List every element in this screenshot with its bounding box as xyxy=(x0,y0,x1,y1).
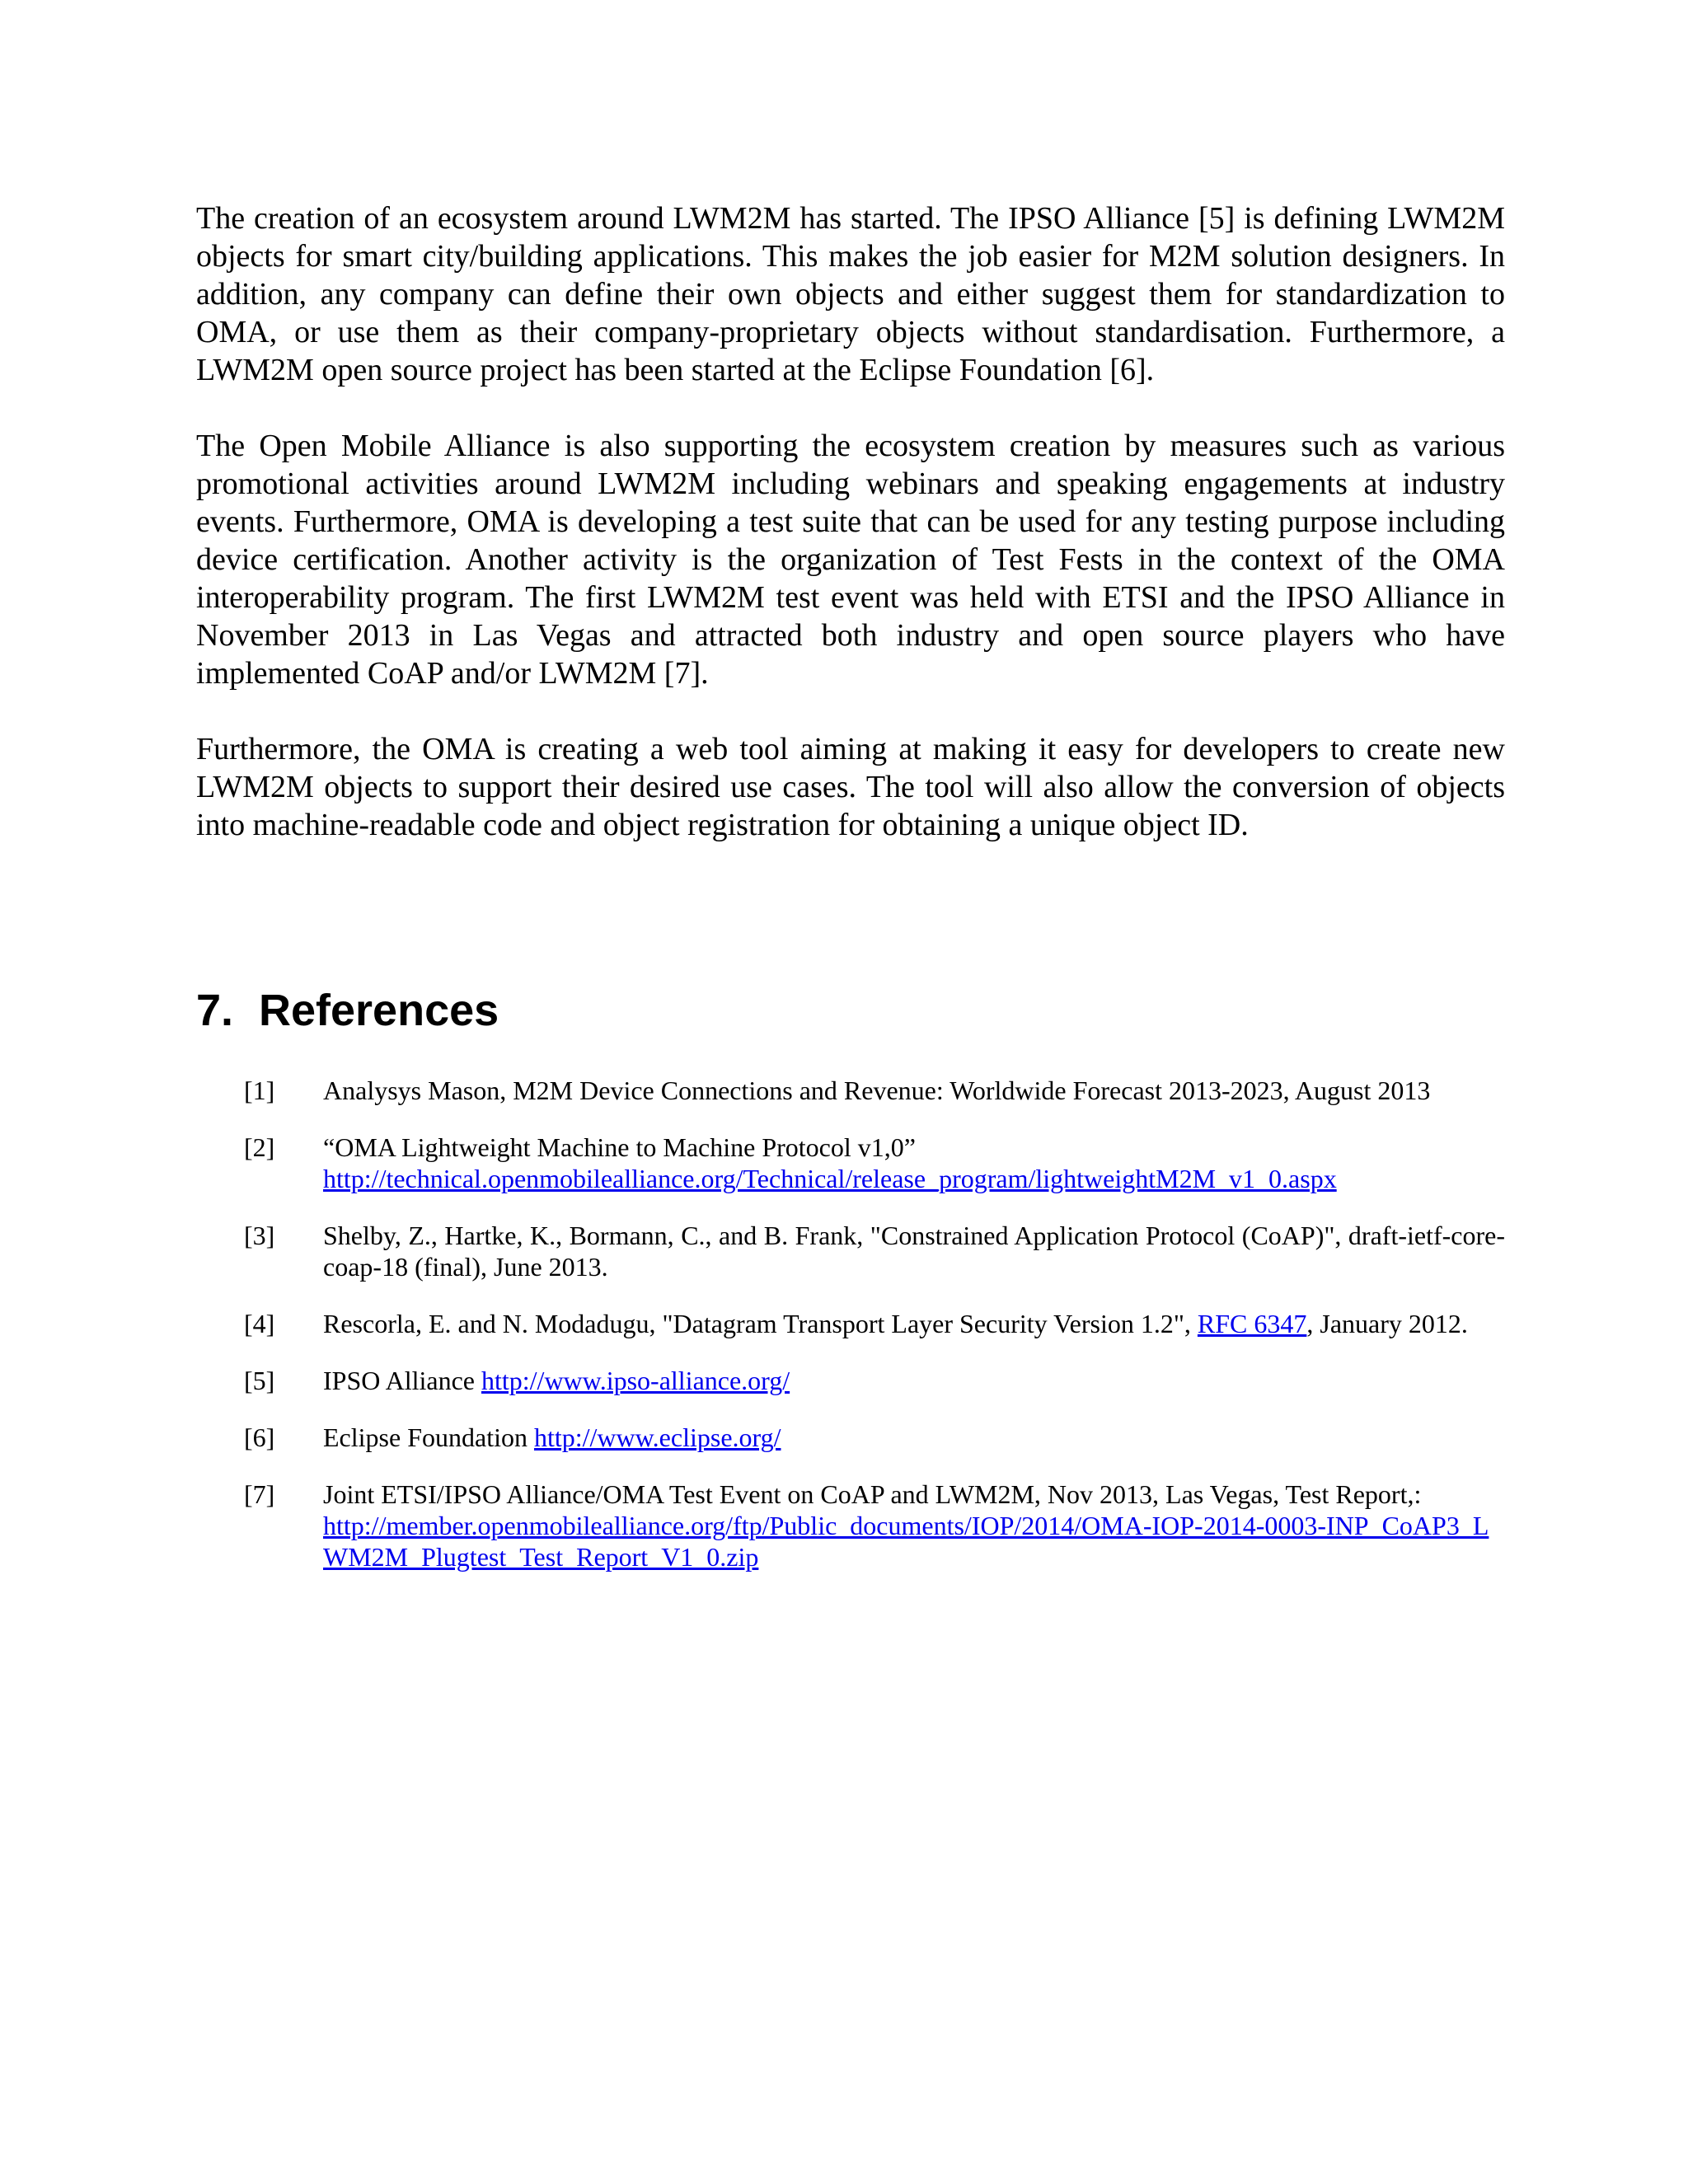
reference-text-before: Rescorla, E. and N. Modadugu, "Datagram Transport Layer Security Version 1.2", xyxy=(323,1309,1191,1338)
reference-item-7 xyxy=(196,1479,1505,1572)
reference-label: Eclipse Foundation xyxy=(323,1422,528,1452)
rfc-link[interactable]: RFC 6347 xyxy=(1197,1309,1307,1338)
reference-label: IPSO Alliance xyxy=(323,1366,475,1395)
reference-number: [2] xyxy=(244,1132,275,1162)
reference-text: “OMA Lightweight Machine to Machine Protocol v1,0” xyxy=(323,1132,916,1162)
reference-text: Joint ETSI/IPSO Alliance/OMA Test Event on CoAP and LWM2M, Nov 2013, Las Vegas, Test Report,: xyxy=(323,1479,1422,1509)
reference-link[interactable]: http://technical.openmobilealliance.org/Technical/release_program/lightweightM2M_v1_0.aspx xyxy=(323,1164,1337,1193)
reference-item-4 xyxy=(196,1308,1505,1339)
reference-number: [7] xyxy=(244,1479,275,1509)
reference-list xyxy=(196,1075,1505,1572)
reference-item-3 xyxy=(196,1220,1505,1282)
body-paragraph-web-tool: Furthermore, the OMA is creating a web tool aiming at making it easy for developers to create new LWM2M objects to support their desired use cases. The tool will also allow the conversion of objects into machine-readable code and object registration for obtaining a unique object ID. xyxy=(196,732,1505,842)
reference-number: [5] xyxy=(244,1366,275,1395)
reference-text: Analysys Mason, M2M Device Connections and Revenue: Worldwide Forecast 2013-2023, August 2013 xyxy=(323,1076,1431,1105)
reference-number: [6] xyxy=(244,1422,275,1452)
reference-link[interactable]: http://www.ipso-alliance.org/ xyxy=(481,1366,790,1395)
reference-link[interactable]: http://member.openmobilealliance.org/ftp/Public_documents/IOP/2014/OMA-IOP-2014-0003-INP_CoAP3_LWM2M_Plugtest_Test_Report_V1_0.zip xyxy=(323,1511,1489,1572)
reference-link[interactable]: http://www.eclipse.org/ xyxy=(533,1422,781,1452)
reference-number: [1] xyxy=(244,1076,275,1105)
section-heading-references xyxy=(196,986,1505,1035)
section-title: References xyxy=(259,986,499,1035)
section-number: 7. xyxy=(196,986,234,1035)
reference-item-6 xyxy=(196,1422,1505,1453)
reference-text xyxy=(323,1308,1505,1339)
reference-text: Shelby, Z., Hartke, K., Bormann, C., and B. Frank, "Constrained Application Protocol (CoAP)", draft-ietf-core-coap-18 (final), June 2013. xyxy=(323,1221,1505,1282)
reference-number: [4] xyxy=(244,1309,275,1338)
reference-number: [3] xyxy=(244,1221,275,1250)
reference-text xyxy=(323,1365,1505,1396)
reference-item-5 xyxy=(196,1365,1505,1396)
reference-item-1 xyxy=(196,1075,1505,1106)
reference-text-after: , January 2012. xyxy=(1306,1309,1468,1338)
reference-text xyxy=(323,1422,1505,1453)
body-paragraph-ecosystem: The creation of an ecosystem around LWM2M has started. The IPSO Alliance [5] is defining LWM2M objects for smart city/building applications. This makes the job easier for M2M solution designers. In addition, any company can define their own objects and either suggest them for standardization to OMA, or use them as their company-proprietary objects without standardisation. Furthermore, a LWM2M open source project has been started at the Eclipse Foundation [6]. xyxy=(196,201,1505,387)
reference-item-2 xyxy=(196,1132,1505,1194)
body-paragraph-oma-support: The Open Mobile Alliance is also supporting the ecosystem creation by measures such as various promotional activities around LWM2M including webinars and speaking engagements at industry events. Furthermore, OMA is developing a test suite that can be used for any testing purpose including device certification. Another activity is the organization of Test Fests in the context of the OMA interoperability program. The first LWM2M test event was held with ETSI and the IPSO Alliance in November 2013 in Las Vegas and attracted both industry and open source players who have implemented CoAP and/or LWM2M [7]. xyxy=(196,429,1505,691)
document-page xyxy=(196,199,1505,1598)
